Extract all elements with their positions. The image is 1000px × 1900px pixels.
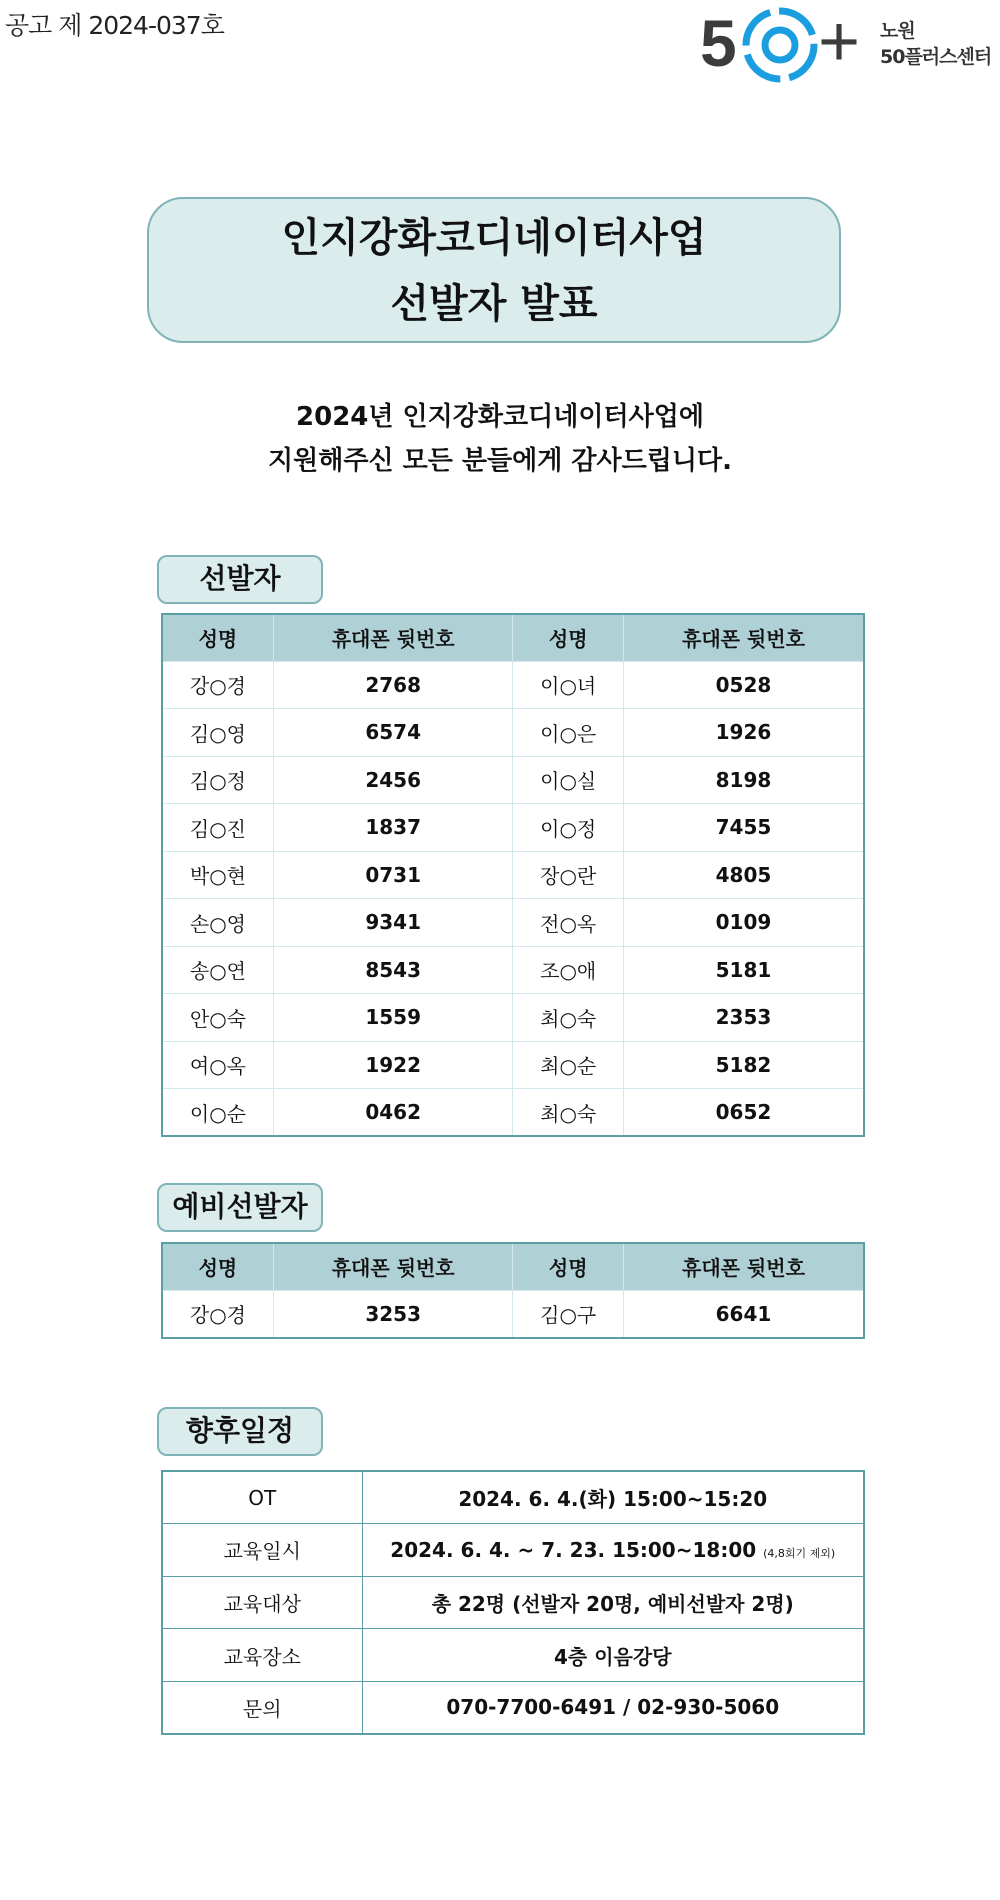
phone-suffix-cell: 2456: [273, 756, 513, 804]
schedule-value-cell: [362, 1629, 864, 1682]
name-cell: 강○경: [162, 661, 273, 709]
name-cell: 손○영: [162, 899, 273, 947]
schedule-value: 2024. 6. 4. ~ 7. 23. 15:00~18:00: [390, 1537, 757, 1562]
intro-line-2: 지원해주신 모든 분들에게 감사드립니다.: [267, 446, 732, 476]
column-header: 성명: [513, 614, 623, 661]
logo-text-1: 노원: [880, 20, 915, 42]
phone-suffix-cell: 0528: [623, 661, 864, 709]
phone-suffix-cell: 5182: [623, 1041, 864, 1089]
column-header: 휴대폰 뒷번호: [273, 614, 513, 661]
name-cell: 안○숙: [162, 994, 273, 1042]
phone-suffix-cell: 1559: [273, 994, 513, 1042]
phone-suffix-cell: 6574: [273, 709, 513, 757]
phone-suffix-cell: 1926: [623, 709, 864, 757]
schedule-table: [161, 1470, 865, 1735]
logo-five: 5: [700, 6, 737, 80]
schedule-key: 교육장소: [162, 1629, 362, 1682]
name-cell: 이○순: [162, 1089, 273, 1137]
phone-suffix-cell: 8543: [273, 946, 513, 994]
phone-suffix-cell: 0652: [623, 1089, 864, 1137]
table-row: [162, 899, 864, 947]
schedule-key: 문의: [162, 1681, 362, 1734]
table-row: [162, 994, 864, 1042]
selected-table: [161, 613, 865, 1137]
phone-suffix-cell: 1837: [273, 804, 513, 852]
name-cell: 이○정: [513, 804, 623, 852]
name-cell: 여○옥: [162, 1041, 273, 1089]
phone-suffix-cell: 5181: [623, 946, 864, 994]
table-row: [162, 1041, 864, 1089]
table-row: [162, 756, 864, 804]
phone-suffix-cell: 7455: [623, 804, 864, 852]
phone-suffix-cell: 2353: [623, 994, 864, 1042]
notice-number: 공고 제 2024-037호: [5, 11, 224, 40]
phone-suffix-cell: 0462: [273, 1089, 513, 1137]
logo-plus: +: [818, 2, 861, 82]
column-header: 휴대폰 뒷번호: [273, 1243, 513, 1290]
schedule-value: 4층 이음강당: [554, 1644, 672, 1669]
section-tag-schedule: 향후일정: [157, 1407, 323, 1456]
name-cell: 최○숙: [513, 1089, 623, 1137]
logo: [700, 2, 1000, 86]
schedule-key: 교육일시: [162, 1524, 362, 1577]
column-header: 성명: [162, 614, 273, 661]
phone-suffix-cell: 1922: [273, 1041, 513, 1089]
name-cell: 이○실: [513, 756, 623, 804]
schedule-note: (4,8회기 제외): [763, 1546, 836, 1560]
table-row: [162, 661, 864, 709]
name-cell: 최○숙: [513, 994, 623, 1042]
name-cell: 김○구: [513, 1290, 623, 1338]
name-cell: 강○경: [162, 1290, 273, 1338]
schedule-value: 총 22명 (선발자 20명, 예비선발자 2명): [431, 1591, 794, 1616]
phone-suffix-cell: 4805: [623, 851, 864, 899]
reserve-table: [161, 1242, 865, 1339]
schedule-row: [162, 1576, 864, 1629]
name-cell: 장○란: [513, 851, 623, 899]
phone-suffix-cell: 2768: [273, 661, 513, 709]
intro-text: [0, 395, 1000, 483]
phone-suffix-cell: 9341: [273, 899, 513, 947]
schedule-value-cell: [362, 1576, 864, 1629]
column-header: 성명: [513, 1243, 623, 1290]
column-header: 휴대폰 뒷번호: [623, 1243, 864, 1290]
table-row: [162, 709, 864, 757]
schedule-row: [162, 1681, 864, 1734]
table-row: [162, 804, 864, 852]
schedule-key: OT: [162, 1471, 362, 1524]
intro-line-1: 2024년 인지강화코디네이터사업에: [296, 402, 704, 432]
name-cell: 전○옥: [513, 899, 623, 947]
table-row: [162, 851, 864, 899]
name-cell: 송○연: [162, 946, 273, 994]
name-cell: 이○녀: [513, 661, 623, 709]
schedule-value: 2024. 6. 4.(화) 15:00~15:20: [458, 1487, 768, 1512]
name-cell: 최○순: [513, 1041, 623, 1089]
schedule-row: [162, 1629, 864, 1682]
schedule-value-cell: [362, 1681, 864, 1734]
schedule-value-cell: [362, 1471, 864, 1524]
table-row: [162, 1089, 864, 1137]
name-cell: 김○진: [162, 804, 273, 852]
logo-ring-icon: [740, 4, 820, 86]
table-row: [162, 946, 864, 994]
table-row: [162, 1290, 864, 1338]
title-line-1: 인지강화코디네이터사업: [281, 215, 707, 261]
name-cell: 김○정: [162, 756, 273, 804]
phone-suffix-cell: 6641: [623, 1290, 864, 1338]
section-tag-selected: 선발자: [157, 555, 323, 604]
name-cell: 조○애: [513, 946, 623, 994]
title-box: [147, 197, 841, 343]
name-cell: 김○영: [162, 709, 273, 757]
column-header: 성명: [162, 1243, 273, 1290]
phone-suffix-cell: 0731: [273, 851, 513, 899]
schedule-row: [162, 1524, 864, 1577]
name-cell: 박○현: [162, 851, 273, 899]
schedule-value-cell: [362, 1524, 864, 1577]
logo-text-2: 50플러스센터: [880, 46, 992, 68]
schedule-key: 교육대상: [162, 1576, 362, 1629]
section-tag-reserve: 예비선발자: [157, 1183, 323, 1232]
schedule-value: 070-7700-6491 / 02-930-5060: [446, 1695, 780, 1720]
schedule-row: [162, 1471, 864, 1524]
phone-suffix-cell: 8198: [623, 756, 864, 804]
title-line-2: 선발자 발표: [390, 281, 598, 327]
phone-suffix-cell: 3253: [273, 1290, 513, 1338]
column-header: 휴대폰 뒷번호: [623, 614, 864, 661]
phone-suffix-cell: 0109: [623, 899, 864, 947]
name-cell: 이○은: [513, 709, 623, 757]
